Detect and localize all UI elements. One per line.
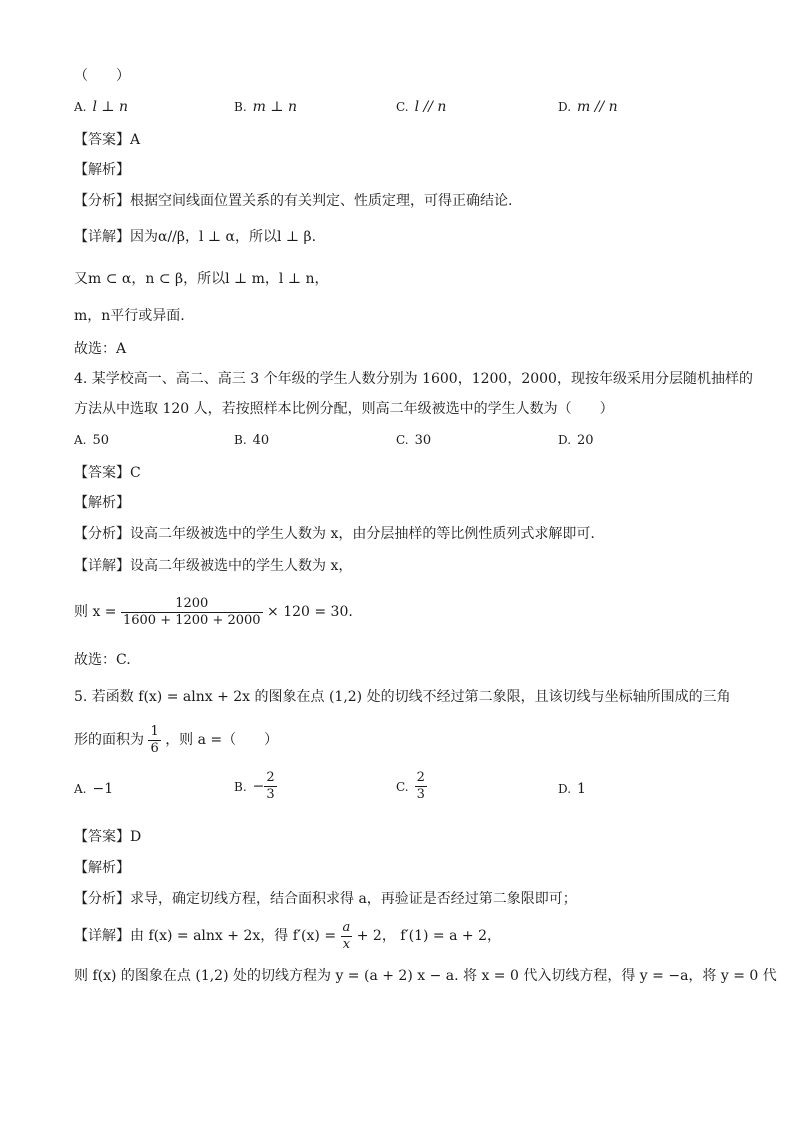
detail-line: 又m ⊂ α，n ⊂ β，所以l ⊥ m，l ⊥ n，: [74, 271, 329, 287]
answer-line: 【答案】A: [74, 132, 141, 148]
options-row: [74, 429, 754, 451]
option-b: [234, 429, 269, 452]
conclusion-line: 故选：A: [74, 341, 127, 357]
fraction-numerator: a: [342, 919, 351, 935]
option-b: [234, 770, 277, 803]
formula-suffix: × 120 = 30.: [267, 604, 353, 620]
fraction: [341, 920, 353, 953]
option-text: 1: [577, 781, 586, 797]
detail-suffix: + 2， f′(1) = a + 2，: [356, 928, 501, 944]
option-a: [74, 778, 113, 800]
analysis-text: 【分析】设高二年级被选中的学生人数为 x，由分层抽样的等比例性质列式求解即可.: [74, 526, 595, 542]
detail-prefix: 【详解】由 f(x) = alnx + 2x，得 f′(x) =: [74, 928, 337, 944]
fraction: [415, 770, 427, 803]
option-label: C.: [396, 779, 409, 794]
option-a: [74, 429, 109, 452]
option-label: C.: [396, 433, 409, 447]
formula-line: [74, 592, 353, 632]
fraction-denominator: 3: [266, 787, 275, 802]
formula-prefix: 则 x =: [74, 604, 117, 620]
option-label: B.: [234, 100, 247, 114]
option-text: l ⊥ n: [92, 99, 129, 115]
fraction-numerator: 1200: [121, 596, 263, 613]
fraction-denominator: x: [342, 936, 351, 952]
option-sign: −: [252, 778, 265, 795]
option-label: A.: [74, 433, 87, 447]
detail-line: 【详解】因为α//β，l ⊥ α，所以l ⊥ β.: [74, 229, 317, 245]
fraction: [148, 724, 160, 757]
option-label: A.: [74, 782, 87, 796]
answer-line: 【答案】D: [74, 829, 142, 845]
fraction: [264, 770, 276, 803]
analysis-heading: 【解析】: [74, 162, 130, 178]
option-label: D.: [558, 433, 572, 447]
option-text: 50: [92, 433, 110, 448]
question-stem: 5. 若函数 f(x) = alnx + 2x 的图象在点 (1,2) 处的切线不经过第二象限，且该切线与坐标轴所围成的三角: [74, 689, 731, 705]
detail-line: m，n平行或异面.: [74, 308, 185, 324]
option-label: A.: [74, 100, 87, 114]
option-d: [558, 778, 586, 800]
option-text: 20: [577, 433, 594, 448]
analysis-text: 【分析】根据空间线面位置关系的有关判定、性质定理，可得正确结论.: [74, 193, 513, 209]
stem-suffix: ，则 a =（ ）: [165, 732, 279, 748]
analysis-text: 【分析】求导，确定切线方程，结合面积求得 a，再验证是否经过第二象限即可；: [74, 891, 577, 907]
question-stem: [74, 720, 278, 760]
option-text: 40: [252, 433, 270, 448]
option-a: [74, 96, 128, 118]
option-d: [558, 429, 594, 452]
answer-line: 【答案】C: [74, 465, 141, 481]
fraction-denominator: 3: [416, 787, 425, 802]
option-d: [558, 96, 618, 118]
option-b: [234, 96, 297, 118]
option-text: −1: [92, 781, 114, 797]
conclusion-line: 故选：C.: [74, 652, 131, 668]
stem-prefix: 形的面积为: [74, 732, 144, 748]
option-label: C.: [396, 100, 409, 114]
analysis-heading: 【解析】: [74, 860, 130, 876]
options-row: [74, 96, 754, 118]
option-label: B.: [234, 779, 247, 794]
fraction-numerator: 1: [150, 723, 159, 739]
question-stem: 方法从中选取 120 人，若按照样本比例分配，则高二年级被选中的学生人数为（ ）: [74, 401, 614, 417]
option-label: D.: [558, 100, 572, 114]
fraction-numerator: 2: [416, 770, 425, 785]
options-row: [74, 770, 754, 806]
option-c: [396, 96, 446, 118]
fraction: [121, 596, 263, 629]
fraction-denominator: 6: [150, 740, 159, 756]
detail-line: 则 f(x) 的图象在点 (1,2) 处的切线方程为 y = (a + 2) x − a. 将 x = 0 代入切线方程，得 y = −a，将 y = 0 代: [74, 968, 777, 984]
fraction-numerator: 2: [266, 770, 275, 785]
detail-line: [74, 916, 501, 956]
question-stem: 4. 某学校高一、高二、高三 3 个年级的学生人数分别为 1600，1200，2000，现按年级采用分层随机抽样的: [74, 371, 753, 387]
option-text: m // n: [577, 99, 618, 115]
question-blank: （ ）: [74, 68, 130, 84]
option-text: 30: [414, 433, 432, 448]
option-c: [396, 770, 427, 803]
option-c: [396, 429, 431, 452]
option-text: l // n: [414, 99, 447, 115]
option-label: B.: [234, 433, 247, 447]
detail-line: 【详解】设高二年级被选中的学生人数为 x，: [74, 558, 353, 574]
option-text: m ⊥ n: [252, 99, 297, 115]
analysis-heading: 【解析】: [74, 495, 130, 511]
fraction-denominator: 1600 + 1200 + 2000: [122, 612, 261, 628]
option-label: D.: [558, 782, 572, 796]
